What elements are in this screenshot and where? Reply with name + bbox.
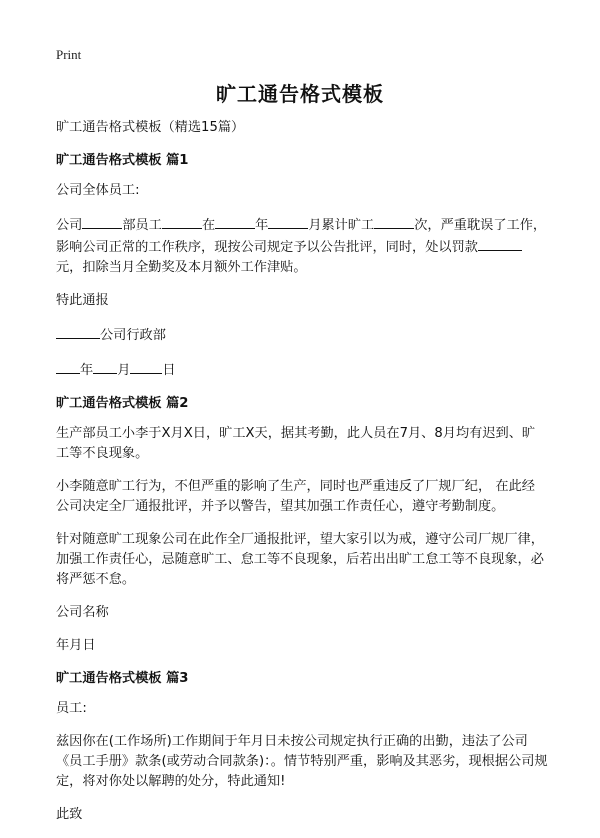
blank-field <box>215 214 255 229</box>
date-text: 年月日 <box>56 638 96 653</box>
section-heading-3: 旷工通告格式模板 篇3 <box>56 671 189 686</box>
notice-text: 公司 <box>56 218 83 233</box>
paragraph: 兹因你在(工作场所)工作期间于年月日未按公司规定执行正确的出勤，违法了公司《员工手册》款条(或劳动合同款条)：。情节特别严重，影响及其恶劣，现根据公司规定，将对你处以解聘的处分，特此通知! <box>56 734 548 789</box>
signature-text: 公司行政部 <box>100 328 166 343</box>
date-month: 月 <box>117 363 131 378</box>
paragraph: 针对随意旷工现象公司在此作全厂通报批评，望大家引以为戒，遵守公司厂规厂律，加强工作责任心，忌随意旷工、怠工等不良现象，后若出出旷工怠工等不良现象，必将严惩不怠。 <box>56 532 544 587</box>
blank-field <box>82 214 122 229</box>
section-heading-2: 旷工通告格式模板 篇2 <box>56 396 189 411</box>
blank-field <box>478 236 522 251</box>
blank-field <box>374 214 414 229</box>
document-body <box>56 118 548 838</box>
notice-text: 月累计旷工 <box>308 218 375 233</box>
print-link[interactable]: Print <box>56 47 82 62</box>
paragraph: 小李随意旷工行为，不但严重的影响了生产，同时也严重违反了厂规厂纪， 在此经公司决定全厂通报批评，并予以警告，望其加强工作责任心，遵守考勤制度。 <box>56 479 535 514</box>
signature-line <box>56 324 548 346</box>
blank-field <box>268 214 308 229</box>
blank-field <box>162 214 202 229</box>
date-line <box>56 359 548 381</box>
notice-text: 次，严重耽误了工作，影响公司正常的工作秩序，现按公司规定予以公告批评，同时，处以罚款 <box>56 218 547 255</box>
section-heading-1: 旷工通告格式模板 篇1 <box>56 153 189 168</box>
paragraph: 生产部员工小李于X月X日，旷工X天，据其考勤，此人员在7月、8月均有迟到、旷工等不良现象。 <box>56 426 536 461</box>
date-year: 年 <box>80 363 94 378</box>
blank-field <box>56 359 80 374</box>
notice-paragraph <box>56 214 548 278</box>
blank-field <box>130 359 162 374</box>
salutation: 员工: <box>56 701 87 716</box>
notice-text: 部员工 <box>122 218 162 233</box>
closing-text: 此致 <box>56 807 83 822</box>
notice-text: 在 <box>201 218 216 233</box>
blank-field <box>93 359 117 374</box>
salutation: 公司全体员工: <box>56 183 140 198</box>
notice-text: 元，扣除当月全勤奖及本月额外工作津贴。 <box>56 260 307 275</box>
document-subtitle: 旷工通告格式模板（精选15篇） <box>56 120 245 135</box>
notice-text: 年 <box>255 218 269 233</box>
date-day: 日 <box>162 363 176 378</box>
page-title: 旷工通告格式模板 <box>216 82 384 106</box>
company-name: 公司名称 <box>56 605 109 620</box>
blank-field <box>56 324 100 339</box>
closing-text: 特此通报 <box>56 293 109 308</box>
